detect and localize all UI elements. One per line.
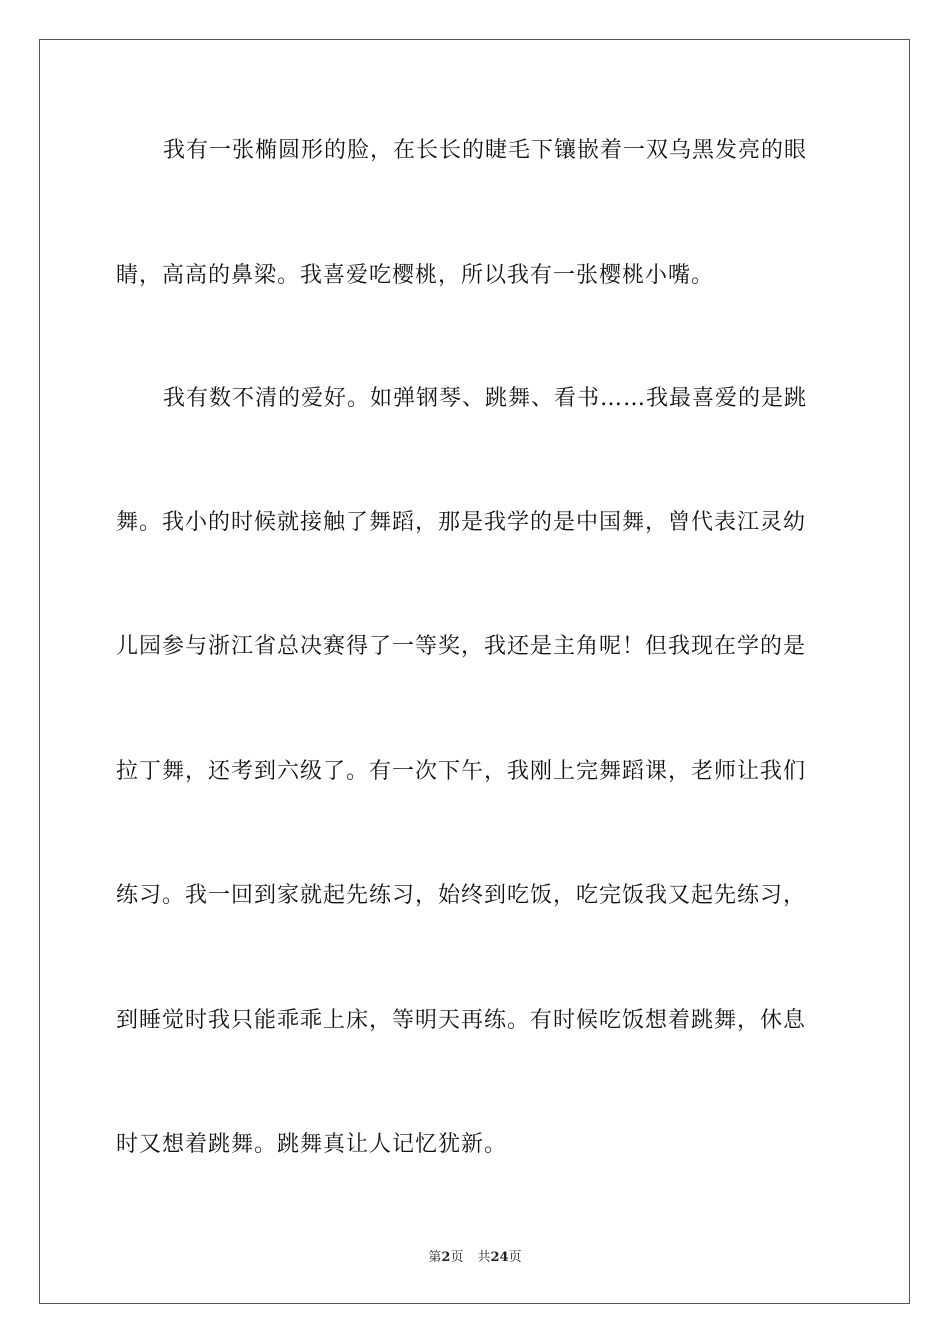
page-current: 2: [441, 1250, 451, 1265]
paragraph-2-line-7: 时又想着跳舞。跳舞真让人记忆犹新。: [116, 1132, 508, 1157]
page-suffix: 页: [450, 1250, 464, 1265]
page-total: 24: [490, 1250, 509, 1265]
paragraph-1-line-1: 我有一张椭圆形的脸，在长长的睫毛下镶嵌着一双乌黑发亮的眼: [163, 138, 808, 163]
paragraph-2-line-1: 我有数不清的爱好。如弹钢琴、跳舞、看书……我最喜爱的是跳: [163, 386, 808, 411]
page-border: [39, 39, 910, 1304]
paragraph-2-line-4: 拉丁舞，还考到六级了。有一次下午，我刚上完舞蹈课，老师让我们: [116, 759, 807, 784]
total-prefix: 共: [477, 1250, 491, 1265]
paragraph-2-line-3: 儿园参与浙江省总决赛得了一等奖，我还是主角呢！但我现在学的是: [116, 634, 807, 659]
page-prefix: 第: [428, 1250, 442, 1265]
page-number-footer: [0, 1250, 950, 1266]
paragraph-2-line-5: 练习。我一回到家就起先练习，始终到吃饭，吃完饭我又起先练习，: [116, 883, 807, 908]
paragraph-2-line-6: 到睡觉时我只能乖乖上床，等明天再练。有时候吃饭想着跳舞，休息: [116, 1008, 807, 1033]
paragraph-2-line-2: 舞。我小的时候就接触了舞蹈，那是我学的是中国舞，曾代表江灵幼: [116, 510, 807, 535]
paragraph-1-line-2: 睛，高高的鼻梁。我喜爱吃樱桃，所以我有一张樱桃小嘴。: [116, 263, 715, 288]
total-suffix: 页: [508, 1250, 522, 1265]
